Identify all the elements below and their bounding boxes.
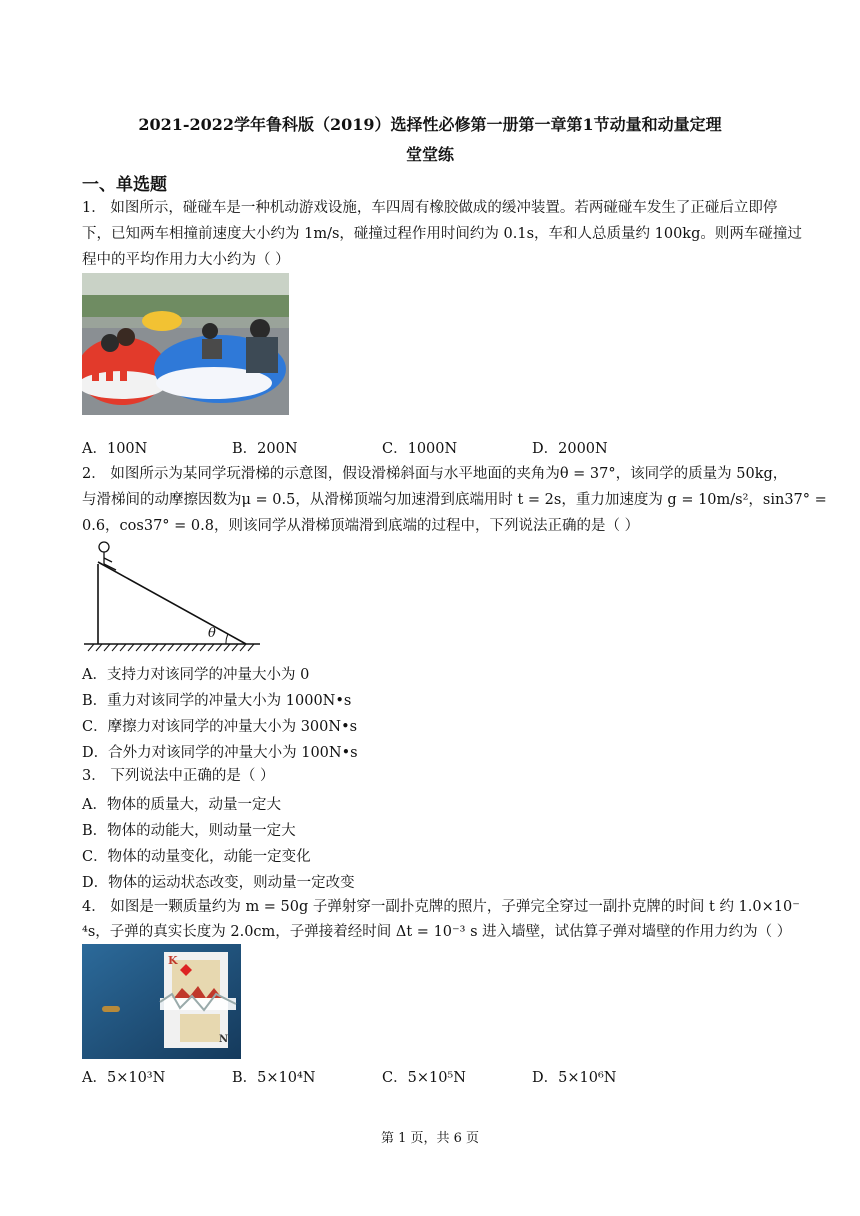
q2-text-line2: 与滑梯间的动摩擦因数为μ = 0.5，从滑梯顶端匀加速滑到底端用时 t = 2s，重力加速度为 g = 10m/s²，sin37° =: [82, 492, 827, 508]
card-rank-bottom: N: [219, 1034, 229, 1045]
q3-text-line1: 3． 下列说法中正确的是（ ）: [82, 768, 275, 784]
bumper-cars-photo: [82, 273, 289, 415]
q1-option-c: C．1000N: [382, 441, 458, 457]
q4-option-b: B．5×10⁴N: [232, 1070, 316, 1086]
q4-option-c: C．5×10⁵N: [382, 1070, 466, 1086]
q2-option-d: D．合外力对该同学的冲量大小为 100N•s: [82, 745, 358, 761]
document-title-line1: 2021-2022学年鲁科版（2019）选择性必修第一册第一章第1节动量和动量定理: [138, 115, 722, 134]
q2-text-line1: 2． 如图所示为某同学玩滑梯的示意图，假设滑梯斜面与水平地面的夹角为θ = 37°，该同学的质量为 50kg，: [82, 466, 788, 482]
angle-theta-label: θ: [208, 626, 216, 641]
bullet-cards-photo: [82, 944, 241, 1059]
q1-option-a: A．100N: [82, 441, 148, 457]
q4-text-line2: ⁴s，子弹的真实长度为 2.0cm，子弹接着经时间 Δt = 10⁻³ s 进入墙壁，试估算子弹对墙壁的作用力约为（ ）: [82, 924, 792, 940]
q3-option-d: D．物体的运动状态改变，则动量一定改变: [82, 875, 355, 891]
q1-option-b: B．200N: [232, 441, 298, 457]
q3-option-b: B．物体的动能大，则动量一定大: [82, 823, 296, 839]
q1-option-d: D．2000N: [532, 441, 608, 457]
q2-text-line3: 0.6，cos37° = 0.8，则该同学从滑梯顶端滑到底端的过程中，下列说法正确的是（ ）: [82, 518, 640, 534]
q3-option-a: A．物体的质量大，动量一定大: [82, 797, 281, 813]
q1-text-line1: 1． 如图所示，碰碰车是一种机动游戏设施，车四周有橡胶做成的缓冲装置。若两碰碰车发生了正碰后立即停: [82, 200, 778, 216]
q3-option-c: C．物体的动量变化，动能一定变化: [82, 849, 311, 865]
q4-option-a: A．5×10³N: [82, 1070, 166, 1086]
q2-option-a: A．支持力对该同学的冲量大小为 0: [82, 667, 310, 683]
card-rank-top: K: [168, 954, 178, 967]
page-footer: 第 1 页，共 6 页: [380, 1131, 480, 1146]
q1-text-line3: 程中的平均作用力大小约为（ ）: [82, 252, 290, 268]
q2-option-c: C．摩擦力对该同学的冲量大小为 300N•s: [82, 719, 358, 735]
section-heading: 一、单选题: [82, 175, 167, 195]
q2-option-b: B．重力对该同学的冲量大小为 1000N•s: [82, 693, 352, 709]
slide-diagram: [84, 538, 264, 654]
q4-option-d: D．5×10⁶N: [532, 1070, 617, 1086]
q4-text-line1: 4． 如图是一颗质量约为 m = 50g 子弹射穿一副扑克牌的照片，子弹完全穿过一副扑克牌的时间 t 约 1.0×10⁻: [82, 899, 800, 915]
document-title-line2: 堂堂练: [405, 145, 454, 164]
q1-text-line2: 下，已知两车相撞前速度大小约为 1m/s，碰撞过程作用时间约为 0.1s，车和人总质量约 100kg。则两车碰撞过: [82, 226, 802, 242]
